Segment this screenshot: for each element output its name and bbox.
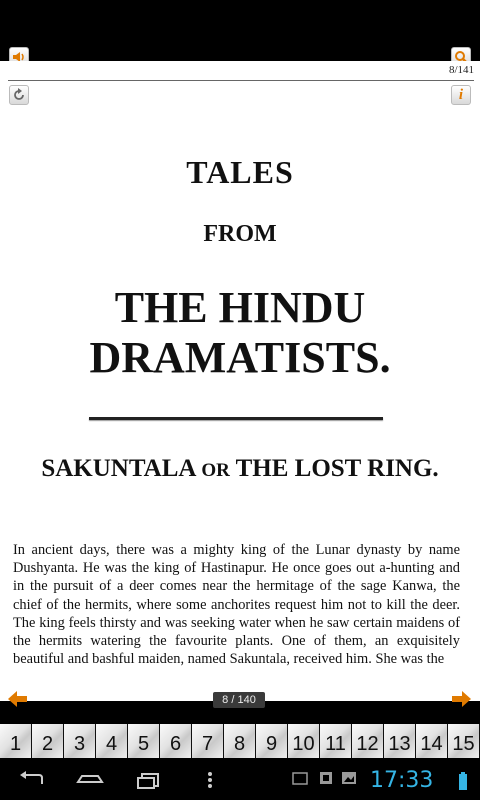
battery-icon [458,772,468,796]
book-page[interactable] [0,61,480,701]
body-paragraph: In ancient days, there was a mighty king of the Lunar dynasty by name Dushyanta. He was the king of Hastinapur. He once goes out a-hunting and in the pursuit of a deer comes near the hermitage of the sage Kanwa, the chief of the hermits, where some anchorites request him not to kill the deer. The king feels thirsty and was seeking water when he saw certain maidens of the hermits watering the favourite plants. One of them, an exquisitely beautiful and bashful maiden, named Sakuntala, received him. She was the [13,542,460,668]
title-rule [89,417,383,420]
chapter-title [30,453,450,486]
title-line-3 [0,283,480,383]
page-thumbnail[interactable]: 5 [128,724,160,758]
page-thumbnail[interactable]: 3 [64,724,96,758]
page-thumbnail[interactable]: 9 [256,724,288,758]
title-line-1: TALES [186,154,294,190]
menu-button[interactable] [207,770,213,794]
page-thumbnail[interactable]: 6 [160,724,192,758]
page-indicator-top: 8/141 [448,64,474,76]
title-line-3a: THE HINDU [114,283,366,332]
next-page-arrow-icon[interactable] [451,691,471,711]
info-icon[interactable]: i [451,85,471,105]
back-button[interactable] [18,770,46,794]
thumbnail-strip[interactable] [0,724,480,758]
title-line-3b: DRAMATISTS. [89,333,391,382]
system-nav-bar [0,762,480,800]
notification-icon-1 [292,770,308,790]
chapter-title-part2: THE LOST RING. [229,455,439,482]
home-button[interactable] [76,770,104,794]
chapter-title-part1: SAKUNTALA [41,455,202,482]
title-line-2: FROM [203,221,277,247]
page-thumbnail[interactable]: 1 [0,724,32,758]
chapter-title-or: OR [201,460,230,481]
page-thumbnail[interactable]: 10 [288,724,320,758]
prev-page-arrow-icon[interactable] [8,691,28,711]
page-thumbnail[interactable]: 14 [416,724,448,758]
page-thumbnail[interactable]: 13 [384,724,416,758]
page-thumbnail[interactable]: 2 [32,724,64,758]
gallery-icon [341,770,357,790]
page-thumbnail[interactable]: 11 [320,724,352,758]
page-thumbnail[interactable]: 7 [192,724,224,758]
page-thumbnail[interactable]: 4 [96,724,128,758]
page-thumbnail[interactable]: 15 [448,724,480,758]
status-clock: 17:33 [370,768,434,793]
recent-apps-button[interactable] [136,770,164,794]
page-indicator-bottom: 8 / 140 [213,692,265,708]
notification-icon-2 [318,770,334,790]
header-divider [8,80,474,81]
top-bar [0,0,480,61]
rotate-icon[interactable] [9,85,29,105]
page-thumbnail[interactable]: 8 [224,724,256,758]
page-thumbnail[interactable]: 12 [352,724,384,758]
